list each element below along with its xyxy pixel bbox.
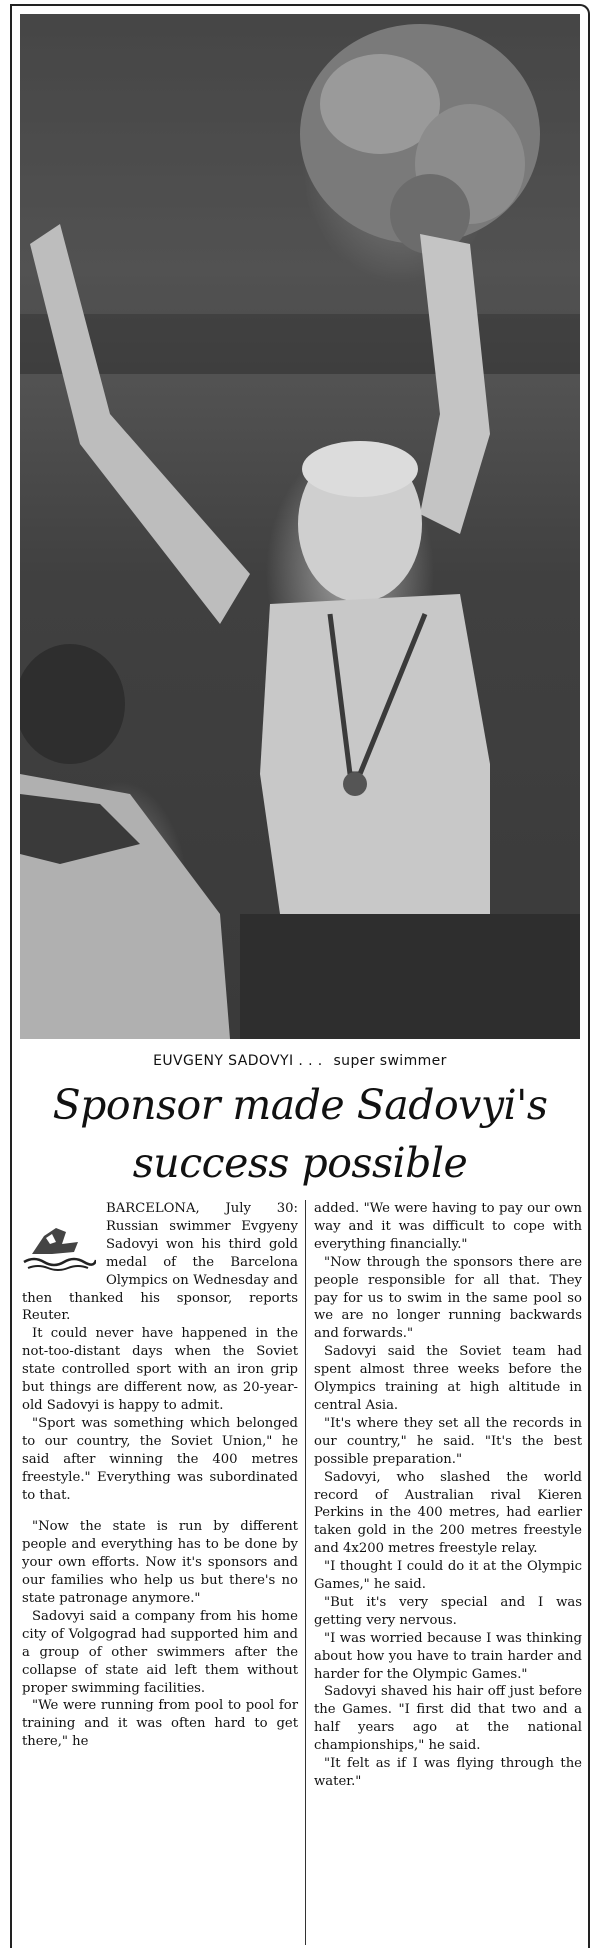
paragraph: "It felt as if I was flying through the water." — [314, 1756, 582, 1789]
paragraph: Sadovyi, who slashed the world record of Australian rival Kieren Perkins in the 400 metres, had earlier taken gold in the 200 metres freestyle and 4x200 metres freestyle relay. — [314, 1469, 582, 1557]
swimming-logo-icon — [22, 1214, 96, 1274]
paragraph: "Now through the sponsors there are people responsible for all that. They pay for us to swim in the same pool so we are no longer running backwards and forwards." — [314, 1254, 582, 1342]
paragraph: "I thought I could do it at the Olympic Games," he said. — [314, 1559, 582, 1593]
caption-name: EUVGENY SADOVYI . . . — [153, 1053, 323, 1069]
paragraph: added. "We were having to pay our own way and it was difficult to cope with everything financially." — [314, 1201, 582, 1252]
article-column-1 — [22, 1200, 298, 1751]
newspaper-clipping — [10, 4, 590, 1948]
article-column-2 — [314, 1200, 582, 1791]
paragraph: "But it's very special and I was getting very nervous. — [314, 1594, 582, 1628]
column-divider — [305, 1200, 306, 1945]
photo-caption — [12, 1053, 588, 1069]
paragraph: Sadovyi said the Soviet team had spent almost three weeks before the Olympics training at high altitude in central Asia. — [314, 1344, 582, 1413]
paragraph: Sadovyi shaved his hair off just before the Games. "I first did that two and a half years ago at the national championships," he said. — [314, 1684, 582, 1754]
headline-line-2: success possible — [132, 1139, 468, 1187]
article-photo — [20, 14, 580, 1039]
photo-illustration — [20, 14, 580, 1039]
paragraph: "We were running from pool to pool for training and it was often hard to get there," he — [22, 1698, 298, 1750]
caption-descriptor: super swimmer — [333, 1053, 447, 1069]
paragraph: "Now the state is run by different people and everything has to be done by your own efforts. Now it's sponsors and our families who help us but there's no state patronage anymore." — [22, 1519, 298, 1607]
paragraph: Sadovyi said a company from his home city of Volgograd had supported him and a group of other swimmers after the collapse of state aid left them without proper swimming facilities. — [22, 1608, 298, 1696]
paragraph: It could never have happened in the not-too-distant days when the Soviet state controlled sport with an iron grip but things are different now, as 20-year-old Sadovyi is happy to admit. — [22, 1326, 298, 1413]
paragraph: BARCELONA, July 30: Russian swimmer Evgyeny Sadovyi won his third gold medal of the Barcelona Olympics on Wednesday and then thanked his sponsor, reports Reuter. — [22, 1201, 298, 1324]
headline-line-1: Sponsor made Sadovyi's — [52, 1081, 548, 1129]
headline — [12, 1076, 588, 1192]
paragraph: "It's where they set all the records in our country," he said. "It's the best possible preparation." — [314, 1415, 582, 1467]
paragraph: "Sport was something which belonged to our country, the Soviet Union," he said after winning the 400 metres freestyle." Everything was subordinated to that. — [22, 1415, 298, 1503]
paragraph: "I was worried because I was thinking about how you have to train harder and harder for the Olympic Games." — [314, 1630, 582, 1682]
